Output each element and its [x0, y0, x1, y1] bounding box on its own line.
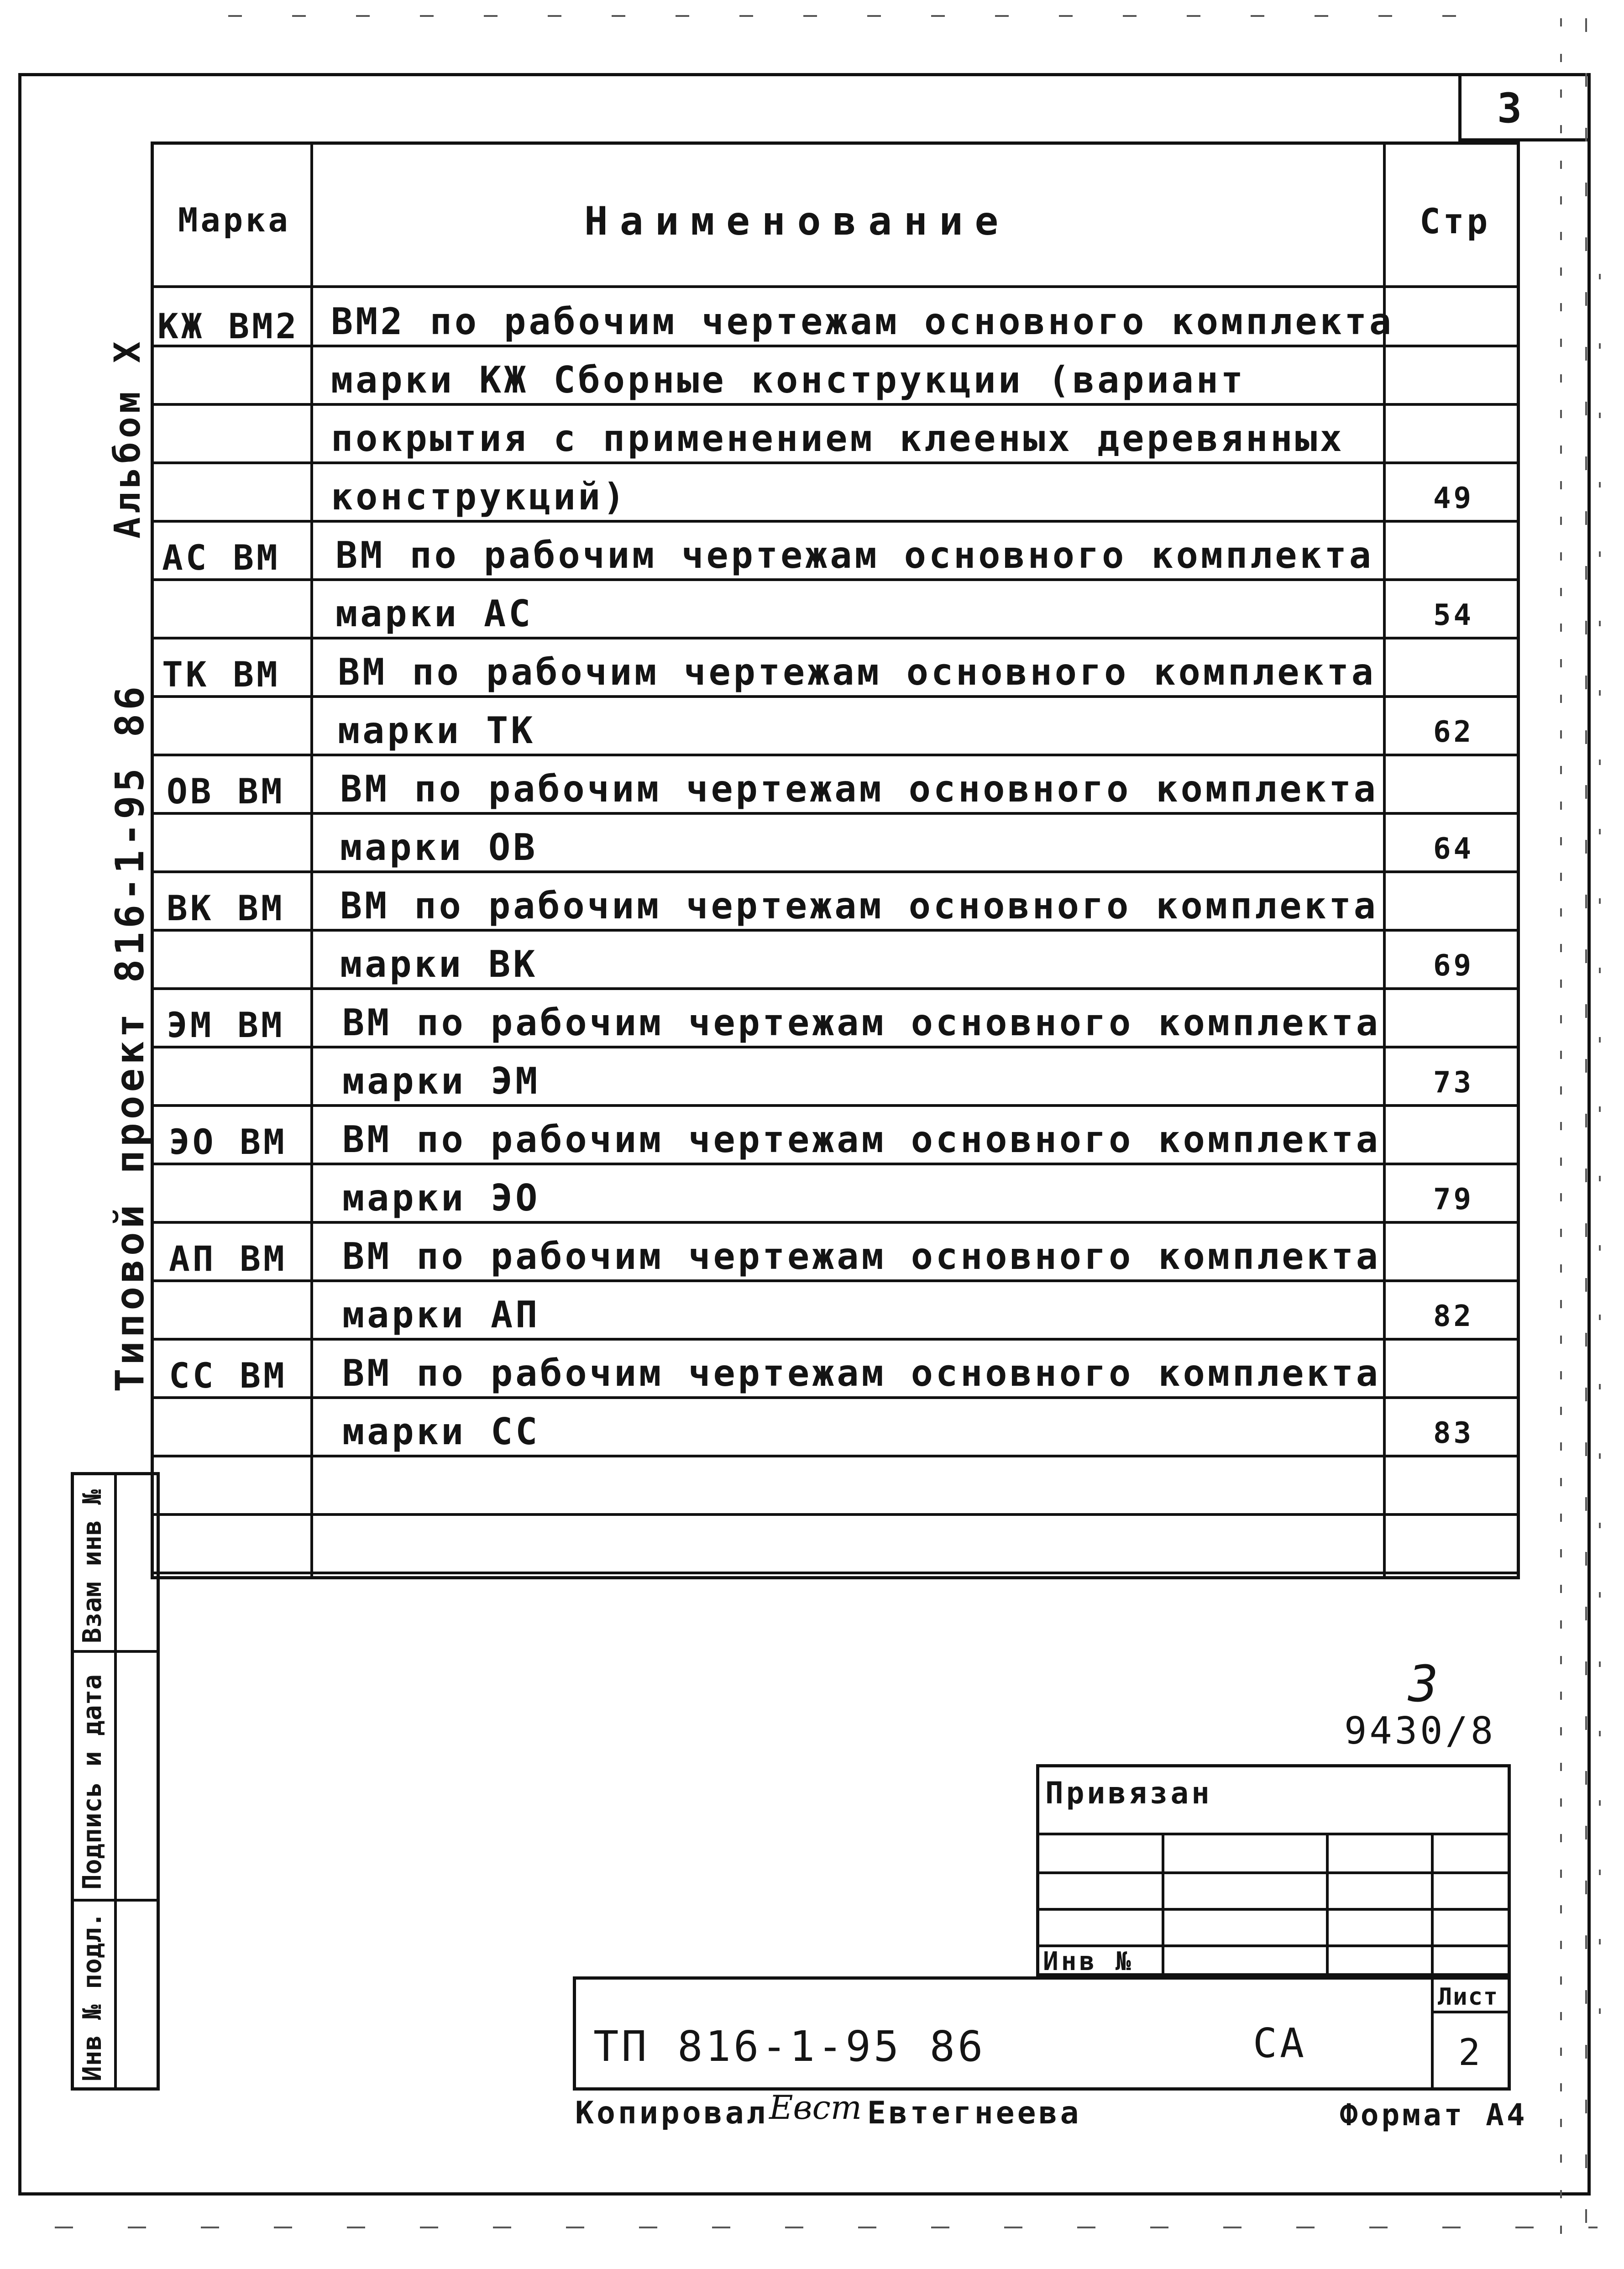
row-page: 62: [1433, 715, 1474, 749]
row-line-text: ВМ2 по рабочим чертежам основного комплекта: [331, 300, 1394, 343]
row-line-text: марки АС: [335, 592, 534, 635]
row-page: 73: [1433, 1066, 1474, 1100]
row-code: АС ВМ: [162, 537, 280, 578]
stamp-signature-date: Подпись и дата: [78, 1674, 107, 1890]
row-line-text: конструкций): [331, 476, 628, 518]
row-line-text: марки ЭО: [342, 1177, 540, 1219]
row-code: АП ВМ: [169, 1238, 287, 1279]
stamp-replaced-inv: Взам инв №: [78, 1489, 107, 1643]
row-page: 54: [1433, 598, 1474, 632]
row-page: 49: [1433, 482, 1474, 515]
row-line-text: ВМ по рабочим чертежам основного комплекта: [335, 534, 1374, 576]
project-code: ТП 816-1-95 86: [593, 2022, 986, 2071]
row-line-text: марки ОВ: [340, 826, 538, 869]
row-code: ЭМ ВМ: [167, 1005, 285, 1045]
copier-name: Евтегнеева: [867, 2095, 1082, 2131]
row-code: ОВ ВМ: [167, 771, 285, 812]
header-mark: Марка: [178, 201, 291, 239]
row-line-text: ВМ по рабочим чертежам основного комплекта: [342, 1001, 1381, 1044]
row-line-text: ВМ по рабочим чертежам основного комплекта: [338, 651, 1376, 693]
row-line-text: ВМ по рабочим чертежам основного комплекта: [342, 1118, 1381, 1161]
row-page: 64: [1433, 832, 1474, 866]
row-code: ЭО ВМ: [169, 1121, 287, 1162]
row-line-text: ВМ по рабочим чертежам основного комплекта: [340, 768, 1378, 810]
copied-by-label: Копировал: [575, 2095, 768, 2131]
side-project-label: Типовой проект 816-1-95 86: [107, 682, 153, 1392]
header-page: Стр: [1420, 201, 1491, 241]
row-code: ТК ВМ: [162, 654, 280, 695]
row-line-text: марки АП: [342, 1294, 540, 1336]
header-name: Наименование: [584, 199, 1011, 244]
row-line-text: покрытия с применением клееных деревянных: [331, 417, 1345, 460]
copier-signature: Евст: [769, 2088, 862, 2127]
row-line-text: марки ЭМ: [342, 1060, 540, 1102]
row-line-text: марки СС: [342, 1410, 540, 1453]
row-code: ВК ВМ: [167, 888, 285, 928]
stamp-inv-original: Инв № подл.: [78, 1912, 107, 2081]
row-page: 82: [1433, 1300, 1474, 1333]
inv-label: Инв №: [1043, 1947, 1134, 1976]
side-album-label: Альбом X: [107, 338, 148, 539]
row-line-text: ВМ по рабочим чертежам основного комплекта: [340, 885, 1378, 927]
row-code: КЖ ВМ2: [157, 306, 299, 346]
row-line-text: марки ВК: [340, 943, 538, 985]
row-line-text: марки ТК: [338, 709, 536, 752]
paper-format: Формат А4: [1340, 2097, 1528, 2133]
row-line-text: марки КЖ Сборные конструкции (вариант: [331, 359, 1246, 401]
row-page: 79: [1433, 1183, 1474, 1216]
sheet-number: 2: [1458, 2031, 1483, 2074]
binding-label: Привязан: [1045, 1776, 1212, 1811]
row-page: 83: [1433, 1416, 1474, 1450]
row-page: 69: [1433, 949, 1474, 983]
row-line-text: ВМ по рабочим чертежам основного комплекта: [342, 1352, 1381, 1394]
archive-number: 9430/8: [1344, 1709, 1496, 1753]
stage-code: СА: [1253, 2020, 1307, 2067]
sheet-label: Лист: [1438, 1983, 1499, 2011]
row-line-text: ВМ по рабочим чертежам основного комплекта: [342, 1235, 1381, 1278]
corner-number: 3: [1497, 84, 1525, 132]
row-code: СС ВМ: [169, 1355, 287, 1396]
archive-number-top: 3: [1408, 1655, 1441, 1713]
